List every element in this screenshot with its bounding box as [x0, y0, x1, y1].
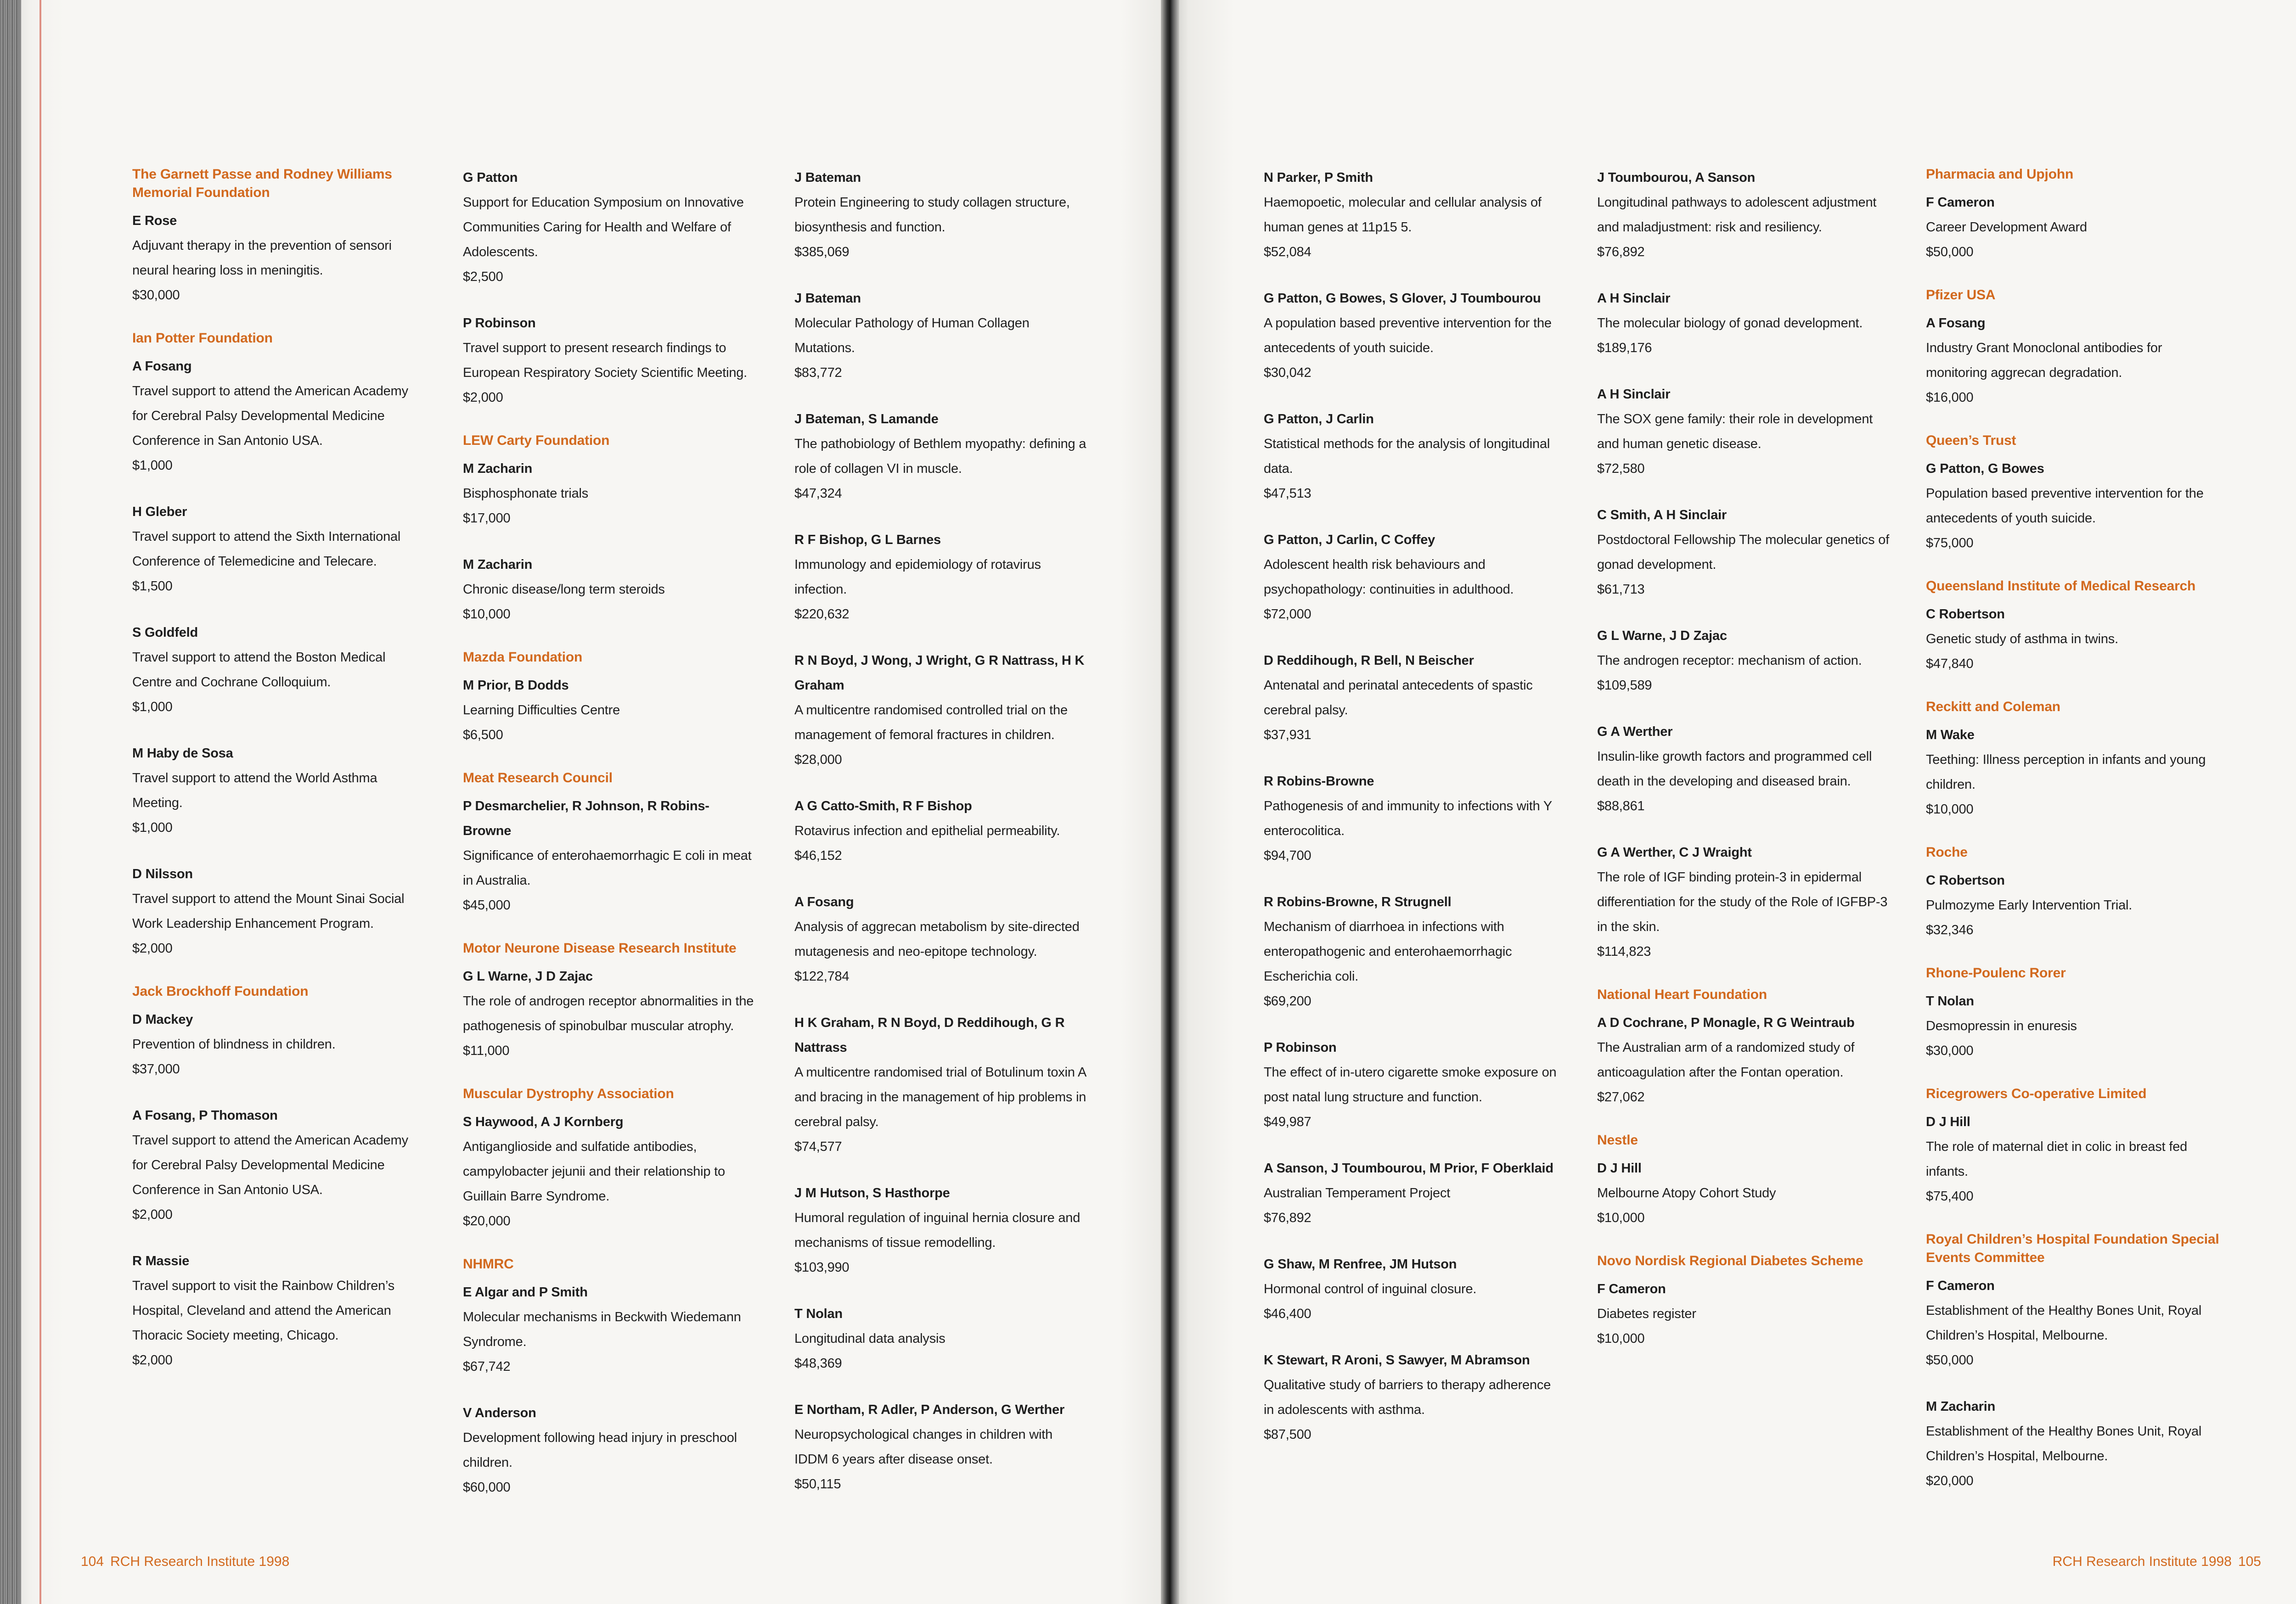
- grant-description: Prevention of blindness in children.: [132, 1037, 336, 1052]
- grant-recipients: M Wake: [1926, 728, 1975, 742]
- grant-recipients: F Cameron: [1926, 195, 1995, 210]
- left-column-2: [463, 165, 757, 1521]
- grant-recipients: A Fosang, P Thomason: [132, 1108, 278, 1123]
- grant-amount: $385,069: [794, 245, 850, 259]
- grant-entry: [1597, 623, 1891, 698]
- grant-recipients: G Patton, G Bowes: [1926, 461, 2044, 476]
- grant-entry: [794, 1397, 1088, 1497]
- grant-entry: [1926, 577, 2220, 676]
- grant-recipients: E Algar and P Smith: [463, 1285, 588, 1300]
- grant-entry: [1264, 1252, 1558, 1326]
- grant-description: Australian Temperament Project: [1264, 1186, 1451, 1200]
- grant-description: Learning Difficulties Centre: [463, 703, 620, 718]
- grant-entry: [132, 741, 426, 840]
- grant-recipients: R Massie: [132, 1254, 190, 1268]
- grant-description: Travel support to attend the American Academy for Cerebral Palsy Developmental Medicine Conference in San Antonio USA.: [132, 1133, 408, 1197]
- grant-recipients: H K Graham, R N Boyd, D Reddihough, G R Nattrass: [794, 1015, 1065, 1055]
- grant-entry: [794, 1010, 1088, 1159]
- grant-recipients: D Reddihough, R Bell, N Beischer: [1264, 653, 1474, 668]
- grant-amount: $48,369: [794, 1356, 842, 1371]
- grant-description: Molecular Pathology of Human Collagen Mutations.: [794, 316, 1030, 355]
- grant-recipients: G Patton, J Carlin: [1264, 412, 1374, 426]
- sponsor-heading: Rhone-Poulenc Rorer: [1926, 965, 2066, 981]
- grant-amount: $46,152: [794, 848, 842, 863]
- grant-amount: $114,823: [1597, 944, 1651, 959]
- grant-entry: [132, 165, 426, 308]
- grant-entry: [132, 1249, 426, 1373]
- grant-recipients: A H Sinclair: [1597, 387, 1671, 402]
- grant-amount: $10,000: [1926, 802, 1974, 817]
- grant-recipients: M Haby de Sosa: [132, 746, 233, 761]
- grant-description: The role of androgen receptor abnormalities in the pathogenesis of spinobulbar muscular atrophy.: [463, 994, 754, 1033]
- grant-description: Protein Engineering to study collagen structure, biosynthesis and function.: [794, 195, 1070, 235]
- grant-recipients: J Bateman: [794, 170, 861, 185]
- grant-description: Humoral regulation of inguinal hernia closure and mechanisms of tissue remodelling.: [794, 1211, 1080, 1250]
- grant-recipients: P Robinson: [463, 316, 536, 331]
- grant-amount: $28,000: [794, 752, 842, 767]
- grant-description: Desmopressin in enuresis: [1926, 1019, 2077, 1033]
- grant-entry: [1264, 1348, 1558, 1447]
- grant-entry: [463, 1401, 757, 1500]
- grant-entry: [1597, 840, 1891, 964]
- grant-recipients: F Cameron: [1597, 1282, 1666, 1296]
- grant-description: The androgen receptor: mechanism of action.: [1597, 653, 1862, 668]
- grant-entry: [463, 1255, 757, 1379]
- grant-entry: [132, 982, 426, 1082]
- grant-entry: [794, 1301, 1088, 1376]
- grant-entry: [1597, 165, 1891, 264]
- right-page-number: 105: [2238, 1554, 2261, 1569]
- right-page-footer: [2053, 1554, 2261, 1570]
- grant-entry: [1264, 1035, 1558, 1134]
- grant-recipients: C Smith, A H Sinclair: [1597, 508, 1727, 522]
- grant-recipients: N Parker, P Smith: [1264, 170, 1373, 185]
- grant-amount: $76,892: [1597, 245, 1645, 259]
- grant-recipients: H Gleber: [132, 505, 187, 519]
- grant-description: Longitudinal data analysis: [794, 1331, 945, 1346]
- grant-description: Travel support to attend the American Academy for Cerebral Palsy Developmental Medicine Conference in San Antonio USA.: [132, 384, 408, 448]
- book-gutter: [1161, 0, 1179, 1604]
- grant-description: Adjuvant therapy in the prevention of sensori neural hearing loss in meningitis.: [132, 238, 392, 278]
- grant-recipients: G Patton, J Carlin, C Coffey: [1264, 533, 1435, 547]
- grant-amount: $94,700: [1264, 848, 1311, 863]
- grant-recipients: A H Sinclair: [1597, 291, 1671, 306]
- grant-description: The molecular biology of gonad development.: [1597, 316, 1863, 331]
- grant-description: Molecular mechanisms in Beckwith Wiedemann Syndrome.: [463, 1310, 741, 1349]
- grant-amount: $1,000: [132, 458, 173, 473]
- grant-amount: $20,000: [463, 1214, 511, 1228]
- sponsor-heading: The Garnett Passe and Rodney Williams Memorial Foundation: [132, 167, 392, 200]
- grant-recipients: S Haywood, A J Kornberg: [463, 1115, 624, 1129]
- grant-recipients: G A Werther: [1597, 724, 1673, 739]
- grant-description: Statistical methods for the analysis of longitudinal data.: [1264, 437, 1550, 476]
- grant-description: Antenatal and perinatal antecedents of spastic cerebral palsy.: [1264, 678, 1533, 718]
- grant-amount: $87,500: [1264, 1427, 1311, 1442]
- grant-entry: [463, 648, 757, 747]
- grant-amount: $189,176: [1597, 341, 1652, 355]
- grant-recipients: R F Bishop, G L Barnes: [794, 533, 941, 547]
- grant-amount: $46,400: [1264, 1307, 1311, 1321]
- grant-entry: [1597, 986, 1891, 1110]
- grant-recipients: F Cameron: [1926, 1279, 1995, 1293]
- grant-entry: [1926, 1394, 2220, 1493]
- grant-recipients: R N Boyd, J Wong, J Wright, G R Nattrass, H K Graham: [794, 653, 1085, 693]
- grant-amount: $75,400: [1926, 1189, 1974, 1204]
- grant-recipients: D J Hill: [1597, 1161, 1642, 1176]
- grant-amount: $50,115: [794, 1477, 841, 1492]
- grant-entry: [463, 1085, 757, 1234]
- grant-entry: [1597, 382, 1891, 481]
- grant-amount: $1,500: [132, 579, 173, 594]
- left-column-3: [794, 165, 1088, 1518]
- grant-recipients: G Patton, G Bowes, S Glover, J Toumbourou: [1264, 291, 1541, 306]
- grant-recipients: D J Hill: [1926, 1115, 1970, 1129]
- grant-amount: $37,931: [1264, 728, 1311, 742]
- grant-recipients: E Rose: [132, 213, 177, 228]
- grant-amount: $2,000: [463, 390, 503, 405]
- sponsor-heading: Pfizer USA: [1926, 287, 1996, 303]
- grant-amount: $1,000: [132, 820, 173, 835]
- grant-recipients: G L Warne, J D Zajac: [1597, 628, 1727, 643]
- grant-description: Development following head injury in preschool children.: [463, 1430, 737, 1470]
- sponsor-heading: National Heart Foundation: [1597, 987, 1767, 1002]
- sponsor-heading: Ricegrowers Co-operative Limited: [1926, 1086, 2147, 1101]
- grant-recipients: T Nolan: [794, 1307, 843, 1321]
- grant-description: The SOX gene family: their role in development and human genetic disease.: [1597, 412, 1873, 451]
- grant-recipients: A G Catto-Smith, R F Bishop: [794, 799, 972, 813]
- grant-amount: $6,500: [463, 728, 503, 742]
- grant-amount: $72,580: [1597, 461, 1645, 476]
- grant-entry: [132, 1103, 426, 1227]
- grant-description: Mechanism of diarrhoea in infections with enteropathogenic and enterohaemorrhagic Escherichia coli.: [1264, 920, 1512, 984]
- grant-entry: [463, 432, 757, 531]
- right-page: [1170, 0, 2296, 1604]
- grant-description: Insulin-like growth factors and programmed cell death in the developing and diseased brain.: [1597, 749, 1872, 789]
- grant-recipients: V Anderson: [463, 1406, 536, 1420]
- sponsor-heading: NHMRC: [463, 1256, 514, 1272]
- grant-entry: [1926, 286, 2220, 410]
- grant-entry: [132, 862, 426, 961]
- grant-description: Bisphosphonate trials: [463, 486, 589, 501]
- grant-description: Longitudinal pathways to adolescent adjustment and maladjustment: risk and resiliency.: [1597, 195, 1877, 235]
- grant-amount: $37,000: [132, 1062, 180, 1077]
- grant-entry: [463, 552, 757, 627]
- grant-amount: $74,577: [794, 1139, 842, 1154]
- grant-entry: [1264, 407, 1558, 506]
- grant-description: A population based preventive intervention for the antecedents of youth suicide.: [1264, 316, 1552, 355]
- grant-description: Genetic study of asthma in twins.: [1926, 632, 2118, 646]
- sponsor-heading: Reckitt and Coleman: [1926, 699, 2060, 714]
- grant-description: Travel support to attend the World Asthma Meeting.: [132, 771, 377, 810]
- grant-description: A multicentre randomised controlled trial on the management of femoral fractures in children.: [794, 703, 1068, 742]
- grant-amount: $11,000: [463, 1043, 510, 1058]
- grant-amount: $60,000: [463, 1480, 511, 1495]
- grant-description: Antiganglioside and sulfatide antibodies, campylobacter jejunii and their relationship to Guillain Barre Syndrome.: [463, 1139, 725, 1204]
- sponsor-heading: Novo Nordisk Regional Diabetes Scheme: [1597, 1253, 1863, 1268]
- grant-entry: [132, 620, 426, 719]
- grant-amount: $75,000: [1926, 536, 1974, 550]
- grant-recipients: A Sanson, J Toumbourou, M Prior, F Oberklaid: [1264, 1161, 1553, 1176]
- grant-recipients: G Shaw, M Renfree, JM Hutson: [1264, 1257, 1457, 1272]
- grant-entry: [1264, 1156, 1558, 1230]
- grant-description: Qualitative study of barriers to therapy adherence in adolescents with asthma.: [1264, 1378, 1551, 1417]
- grant-amount: $2,500: [463, 269, 503, 284]
- grant-description: Significance of enterohaemorrhagic E coli in meat in Australia.: [463, 848, 752, 888]
- grant-recipients: C Robertson: [1926, 873, 2005, 888]
- page-edge: [0, 0, 21, 1604]
- grant-amount: $49,987: [1264, 1115, 1311, 1129]
- grant-description: Travel support to attend the Mount Sinai Social Work Leadership Enhancement Program.: [132, 892, 405, 931]
- grant-amount: $10,000: [463, 607, 511, 622]
- grant-entry: [1597, 286, 1891, 360]
- grant-description: Immunology and epidemiology of rotavirus infection.: [794, 557, 1041, 597]
- sponsor-heading: Queen’s Trust: [1926, 433, 2016, 448]
- grant-amount: $16,000: [1926, 390, 1974, 405]
- grant-entry: [794, 1181, 1088, 1280]
- grant-recipients: C Robertson: [1926, 607, 2005, 622]
- grant-recipients: M Zacharin: [463, 461, 533, 476]
- grant-description: A multicentre randomised trial of Botulinum toxin A and bracing in the management of hip problems in cerebral palsy.: [794, 1065, 1086, 1129]
- sponsor-heading: Jack Brockhoff Foundation: [132, 984, 309, 999]
- grant-recipients: J Bateman, S Lamande: [794, 412, 939, 426]
- left-page-number: 104: [81, 1554, 104, 1569]
- grant-amount: $30,042: [1264, 365, 1311, 380]
- right-column-2: [1597, 165, 1891, 1373]
- grant-amount: $47,513: [1264, 486, 1311, 501]
- grant-entry: [463, 769, 757, 918]
- grant-description: Haemopoetic, molecular and cellular analysis of human genes at 11p15 5.: [1264, 195, 1542, 235]
- grant-entry: [794, 648, 1088, 772]
- grant-description: Travel support to visit the Rainbow Children’s Hospital, Cleveland and attend the American Thoracic Society meeting, Chicago.: [132, 1279, 395, 1343]
- left-page-footer: [81, 1554, 289, 1570]
- grant-amount: $10,000: [1597, 1331, 1645, 1346]
- grant-amount: $17,000: [463, 511, 511, 526]
- grant-amount: $30,000: [1926, 1043, 1974, 1058]
- grant-description: Population based preventive intervention for the antecedents of youth suicide.: [1926, 486, 2204, 526]
- grant-description: Diabetes register: [1597, 1307, 1696, 1321]
- page-edge-line: [39, 0, 41, 1604]
- grant-entry: [794, 527, 1088, 627]
- grant-amount: $47,840: [1926, 656, 1974, 671]
- grant-amount: $50,000: [1926, 1353, 1974, 1368]
- sponsor-heading: Mazda Foundation: [463, 650, 583, 665]
- grant-amount: $20,000: [1926, 1474, 1974, 1488]
- grant-amount: $69,200: [1264, 994, 1311, 1009]
- left-column-1: [132, 165, 426, 1394]
- grant-entry: [1264, 769, 1558, 868]
- grant-description: Hormonal control of inguinal closure.: [1264, 1282, 1477, 1296]
- grant-description: Chronic disease/long term steroids: [463, 582, 665, 597]
- grant-amount: $109,589: [1597, 678, 1652, 693]
- grant-description: The effect of in-utero cigarette smoke exposure on post natal lung structure and function.: [1264, 1065, 1557, 1105]
- grant-entry: [1926, 165, 2220, 264]
- grant-entry: [1597, 503, 1891, 602]
- grant-amount: $30,000: [132, 288, 180, 303]
- grant-amount: $50,000: [1926, 245, 1974, 259]
- grant-recipients: P Desmarchelier, R Johnson, R Robins-Browne: [463, 799, 709, 838]
- sponsor-heading: LEW Carty Foundation: [463, 433, 610, 448]
- grant-entry: [794, 165, 1088, 264]
- grant-entry: [1264, 648, 1558, 747]
- grant-entry: [1264, 890, 1558, 1014]
- right-footer-title: RCH Research Institute 1998: [2052, 1554, 2232, 1569]
- grant-description: Support for Education Symposium on Innovative Communities Caring for Health and Welfare of Adolescents.: [463, 195, 744, 259]
- grant-recipients: E Northam, R Adler, P Anderson, G Werther: [794, 1402, 1065, 1417]
- grant-amount: $1,000: [132, 700, 173, 714]
- grant-recipients: T Nolan: [1926, 994, 1974, 1009]
- grant-amount: $76,892: [1264, 1211, 1311, 1225]
- grant-description: Neuropsychological changes in children with IDDM 6 years after disease onset.: [794, 1427, 1053, 1467]
- sponsor-heading: Meat Research Council: [463, 770, 613, 785]
- grant-recipients: D Nilsson: [132, 867, 193, 881]
- grant-recipients: K Stewart, R Aroni, S Sawyer, M Abramson: [1264, 1353, 1530, 1368]
- sponsor-heading: Royal Children’s Hospital Foundation Special Events Committee: [1926, 1232, 2219, 1265]
- grant-amount: $45,000: [463, 898, 511, 913]
- left-footer-title: RCH Research Institute 1998: [110, 1554, 290, 1569]
- grant-entry: [1597, 1252, 1891, 1351]
- grant-entry: [794, 286, 1088, 385]
- sponsor-heading: Ian Potter Foundation: [132, 331, 273, 346]
- grant-entry: [1597, 1131, 1891, 1230]
- grant-description: Teething: Illness perception in infants and young children.: [1926, 752, 2206, 792]
- grant-entry: [463, 165, 757, 289]
- grant-description: Rotavirus infection and epithelial permeability.: [794, 824, 1060, 838]
- grant-amount: $27,062: [1597, 1090, 1645, 1105]
- grant-description: The role of IGF binding protein-3 in epidermal differentiation for the study of the Role of IGFBP-3 in the skin.: [1597, 870, 1888, 934]
- grant-amount: $2,000: [132, 941, 173, 956]
- sponsor-heading: Nestle: [1597, 1133, 1638, 1148]
- grant-amount: $103,990: [794, 1260, 850, 1275]
- grant-recipients: M Zacharin: [1926, 1399, 1996, 1414]
- grant-recipients: R Robins-Browne, R Strugnell: [1264, 895, 1452, 909]
- grant-entry: [132, 499, 426, 599]
- grant-entry: [794, 890, 1088, 989]
- grant-entry: [1926, 432, 2220, 555]
- grant-entry: [794, 407, 1088, 506]
- grant-recipients: M Prior, B Dodds: [463, 678, 569, 693]
- grant-entry: [1926, 1085, 2220, 1209]
- sponsor-heading: Muscular Dystrophy Association: [463, 1086, 674, 1101]
- grant-description: Travel support to present research findings to European Respiratory Society Scientific Meeting.: [463, 341, 748, 380]
- grant-description: Postdoctoral Fellowship The molecular genetics of gonad development.: [1597, 533, 1890, 572]
- grant-entry: [1926, 964, 2220, 1063]
- grant-amount: $83,772: [794, 365, 842, 380]
- grant-amount: $67,742: [463, 1359, 511, 1374]
- grant-recipients: G L Warne, J D Zajac: [463, 969, 593, 984]
- sponsor-heading: Roche: [1926, 845, 1968, 860]
- sponsor-heading: Queensland Institute of Medical Research: [1926, 578, 2196, 594]
- grant-amount: $47,324: [794, 486, 842, 501]
- sponsor-heading: Motor Neurone Disease Research Institute: [463, 941, 737, 956]
- grant-amount: $88,861: [1597, 799, 1645, 813]
- grant-description: Pathogenesis of and immunity to infections with Y enterocolitica.: [1264, 799, 1552, 838]
- grant-description: Adolescent health risk behaviours and psychopathology: continuities in adulthood.: [1264, 557, 1514, 597]
- grant-recipients: A Fosang: [1926, 316, 1986, 331]
- grant-amount: $220,632: [794, 607, 850, 622]
- grant-amount: $2,000: [132, 1207, 173, 1222]
- grant-description: Industry Grant Monoclonal antibodies for monitoring aggrecan degradation.: [1926, 341, 2162, 380]
- grant-entry: [1264, 286, 1558, 385]
- grant-description: Melbourne Atopy Cohort Study: [1597, 1186, 1776, 1200]
- grant-entry: [1926, 698, 2220, 822]
- grant-entry: [1264, 165, 1558, 264]
- grant-recipients: J M Hutson, S Hasthorpe: [794, 1186, 950, 1200]
- grant-recipients: M Zacharin: [463, 557, 533, 572]
- grant-description: Career Development Award: [1926, 220, 2087, 235]
- right-column-3: [1926, 165, 2220, 1515]
- grant-description: Travel support to attend the Sixth International Conference of Telemedicine and Telecare.: [132, 529, 401, 569]
- grant-amount: $72,000: [1264, 607, 1311, 622]
- grant-amount: $122,784: [794, 969, 850, 984]
- grant-entry: [132, 329, 426, 478]
- grant-recipients: A Fosang: [794, 895, 854, 909]
- grant-amount: $2,000: [132, 1353, 173, 1368]
- grant-entry: [1264, 527, 1558, 627]
- grant-description: The Australian arm of a randomized study of anticoagulation after the Fontan operation.: [1597, 1040, 1855, 1080]
- grant-description: Travel support to attend the Boston Medical Centre and Cochrane Colloquium.: [132, 650, 386, 690]
- grant-entry: [463, 939, 757, 1063]
- grant-description: Establishment of the Healthy Bones Unit, Royal Children’s Hospital, Melbourne.: [1926, 1303, 2202, 1343]
- grant-recipients: G Patton: [463, 170, 518, 185]
- grant-entry: [463, 311, 757, 410]
- grant-recipients: A Fosang: [132, 359, 192, 374]
- grant-description: Pulmozyme Early Intervention Trial.: [1926, 898, 2133, 913]
- grant-amount: $52,084: [1264, 245, 1311, 259]
- grant-recipients: R Robins-Browne: [1264, 774, 1374, 789]
- grant-entry: [1597, 719, 1891, 819]
- grant-recipients: S Goldfeld: [132, 625, 198, 640]
- grant-recipients: P Robinson: [1264, 1040, 1337, 1055]
- grant-recipients: D Mackey: [132, 1012, 193, 1027]
- grant-amount: $61,713: [1597, 582, 1645, 597]
- grant-entry: [1926, 1230, 2220, 1373]
- grant-recipients: J Toumbourou, A Sanson: [1597, 170, 1756, 185]
- grant-description: Establishment of the Healthy Bones Unit, Royal Children’s Hospital, Melbourne.: [1926, 1424, 2202, 1464]
- right-column-1: [1264, 165, 1558, 1469]
- grant-recipients: J Bateman: [794, 291, 861, 306]
- grant-entry: [794, 794, 1088, 868]
- grant-amount: $32,346: [1926, 923, 1974, 937]
- grant-description: Analysis of aggrecan metabolism by site-directed mutagenesis and neo-epitope technology.: [794, 920, 1080, 959]
- grant-amount: $10,000: [1597, 1211, 1645, 1225]
- sponsor-heading: Pharmacia and Upjohn: [1926, 167, 2074, 182]
- grant-description: The role of maternal diet in colic in breast fed infants.: [1926, 1139, 2188, 1179]
- grant-recipients: G A Werther, C J Wraight: [1597, 845, 1752, 860]
- grant-recipients: A D Cochrane, P Monagle, R G Weintraub: [1597, 1015, 1855, 1030]
- grant-entry: [1926, 843, 2220, 942]
- grant-description: The pathobiology of Bethlem myopathy: defining a role of collagen VI in muscle.: [794, 437, 1086, 476]
